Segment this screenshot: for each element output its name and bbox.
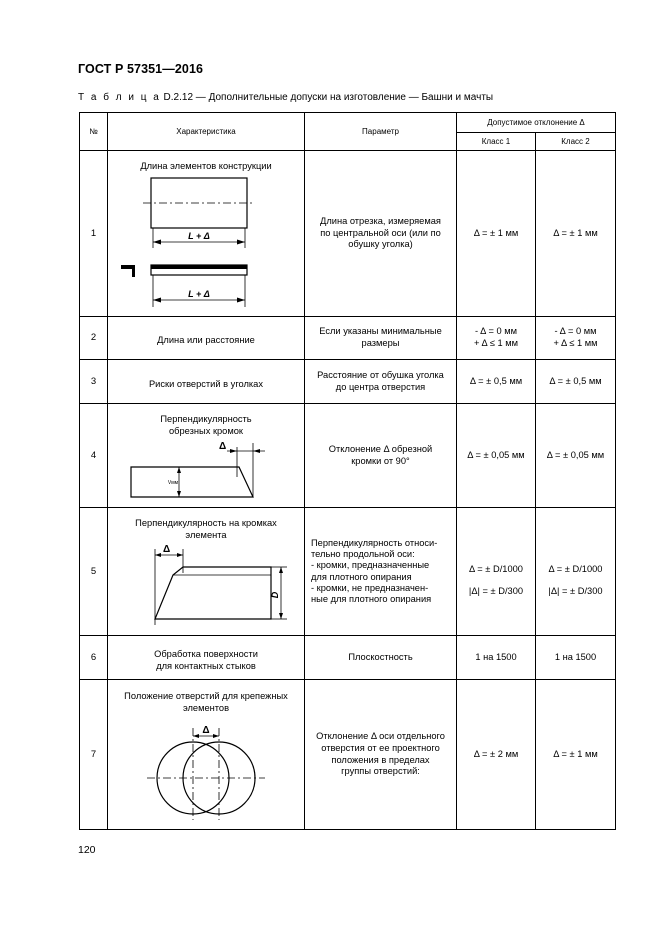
delta-label: Δ [163, 543, 171, 555]
row-class1: 1 на 1500 [457, 636, 536, 680]
characteristic-title [108, 512, 304, 540]
header-class2: Класс 2 [536, 133, 616, 151]
value-line: - Δ = 0 мм [554, 326, 597, 337]
characteristic-line: Перпендикулярность [160, 414, 252, 425]
height-label: Vмм [167, 479, 179, 486]
row-characteristic [108, 680, 305, 830]
row-number: 6 [80, 636, 108, 680]
row-class1: Δ = ± 0,05 мм [457, 404, 536, 508]
parameter-line: кромки от 90° [351, 455, 410, 466]
row-class2: 1 на 1500 [536, 636, 616, 680]
row-number: 1 [80, 151, 108, 317]
row-number: 7 [80, 680, 108, 830]
page-number: 120 [78, 844, 96, 856]
table-row [80, 404, 616, 508]
header-parameter: Параметр [305, 113, 457, 151]
row-characteristic [108, 317, 305, 360]
row-parameter [305, 508, 457, 636]
characteristic-title [108, 685, 304, 713]
hole-position-diagram [111, 714, 301, 824]
row-class2: Δ = ± 0,05 мм [536, 404, 616, 508]
parameter-line: Расстояние от обушка уголка [317, 369, 444, 380]
dim-label-1: L + Δ [188, 231, 210, 242]
table-row [80, 680, 616, 830]
row-parameter [305, 360, 457, 404]
header-tolerance: Допустимое отклонение Δ [457, 113, 616, 133]
row-class1: Δ = ± 1 мм [457, 151, 536, 317]
document-header: ГОСТ Р 57351—2016 [78, 62, 204, 76]
value-line: + Δ ≤ 1 мм [473, 338, 518, 348]
row-characteristic [108, 360, 305, 404]
tolerance-table [79, 112, 616, 830]
characteristic-title [108, 408, 304, 436]
row-class2 [536, 317, 616, 360]
delta-label: Δ [219, 440, 227, 452]
table-caption-prefix: Т а б л и ц а [78, 92, 161, 103]
row-number: 5 [80, 508, 108, 636]
value-line: |Δ| = ± D/300 [468, 585, 524, 596]
row-class2 [536, 508, 616, 636]
table-row [80, 360, 616, 404]
row-parameter [305, 680, 457, 830]
row-characteristic [108, 404, 305, 508]
row-parameter [305, 404, 457, 508]
parameter-line: Перпендикулярность относи- [311, 538, 438, 549]
characteristic-line: для контактных стыков [156, 660, 256, 671]
characteristic-title: Длина или расстояние [157, 335, 255, 346]
row-class1: Δ = ± 2 мм [457, 680, 536, 830]
parameter-line: группы отверстий: [341, 766, 420, 777]
table-row [80, 151, 616, 317]
table-row [80, 508, 616, 636]
parameter-line: размеры [361, 338, 400, 348]
parameter-line: - кромки, не предназначен- [311, 582, 429, 593]
row-parameter [305, 151, 457, 317]
row-number: 4 [80, 404, 108, 508]
value-line: Δ = ± D/1000 [548, 563, 603, 574]
dim-label-2: L + Δ [188, 289, 210, 300]
row-class1 [457, 317, 536, 360]
row-number: 2 [80, 317, 108, 360]
header-characteristic: Характеристика [108, 113, 305, 151]
row-class1 [457, 508, 536, 636]
parameter-line: тельно продольной оси: [311, 549, 415, 560]
characteristic-title: Длина элементов конструкции [140, 160, 272, 171]
row-characteristic [108, 636, 305, 680]
characteristic-line: элемента [185, 529, 227, 540]
parameter-line: Отклонение Δ обрезной [328, 443, 433, 454]
table-row [80, 636, 616, 680]
table-caption-text: D.2.12 — Дополнительные допуски на изготовление — Башни и мачты [160, 92, 494, 103]
parameter-line: положения в пределах [331, 754, 430, 765]
value-line: |Δ| = ± D/300 [548, 585, 603, 596]
parameter-line: - кромки, предназначенные [311, 560, 430, 571]
parameter-line: отверстия от ее проектного [321, 742, 440, 753]
characteristic-line: Обработка поверхности [154, 649, 258, 660]
row-parameter [305, 317, 457, 360]
parameter-line: Отклонение Δ оси отдельного [316, 731, 445, 742]
edge-squareness-diagram [111, 541, 301, 631]
row-class1: Δ = ± 0,5 мм [457, 360, 536, 404]
row-parameter: Плоскостность [305, 636, 457, 680]
table-caption [78, 92, 493, 103]
delta-label: Δ [202, 724, 210, 736]
characteristic-title [108, 643, 304, 671]
angle-section-icon [121, 265, 135, 277]
value-line: Δ = ± D/1000 [469, 563, 523, 574]
characteristic-line: обрезных кромок [169, 425, 243, 436]
member-length-diagram [111, 172, 301, 312]
parameter-text [305, 538, 456, 605]
row-class2: Δ = ± 0,5 мм [536, 360, 616, 404]
parameter-text: Длина отрезка, измеряемая по центральной оси (или по обушку уголка) [320, 216, 441, 250]
value-line: + Δ ≤ 1 мм [553, 338, 598, 348]
header-num: № [80, 113, 108, 151]
characteristic-line: Перпендикулярность на кромках [135, 518, 277, 529]
row-characteristic [108, 151, 305, 317]
header-class1: Класс 1 [457, 133, 536, 151]
table-row [80, 317, 616, 360]
row-class2: Δ = ± 1 мм [536, 680, 616, 830]
d-label: D [270, 591, 280, 598]
value-line: - Δ = 0 мм [475, 326, 517, 337]
characteristic-title: Риски отверстий в уголках [148, 378, 263, 389]
parameter-line: Если указаны минимальные [319, 326, 442, 337]
parameter-line: ные для плотного опирания [311, 593, 432, 604]
characteristic-line: Положение отверстий для крепежных [124, 691, 288, 702]
row-class2: Δ = ± 1 мм [536, 151, 616, 317]
parameter-line: до центра отверстия [335, 381, 426, 392]
row-characteristic [108, 508, 305, 636]
parameter-line: для плотного опирания [311, 571, 412, 582]
row-number: 3 [80, 360, 108, 404]
cut-edge-squareness-diagram [111, 437, 301, 503]
characteristic-line: элементов [182, 702, 230, 713]
